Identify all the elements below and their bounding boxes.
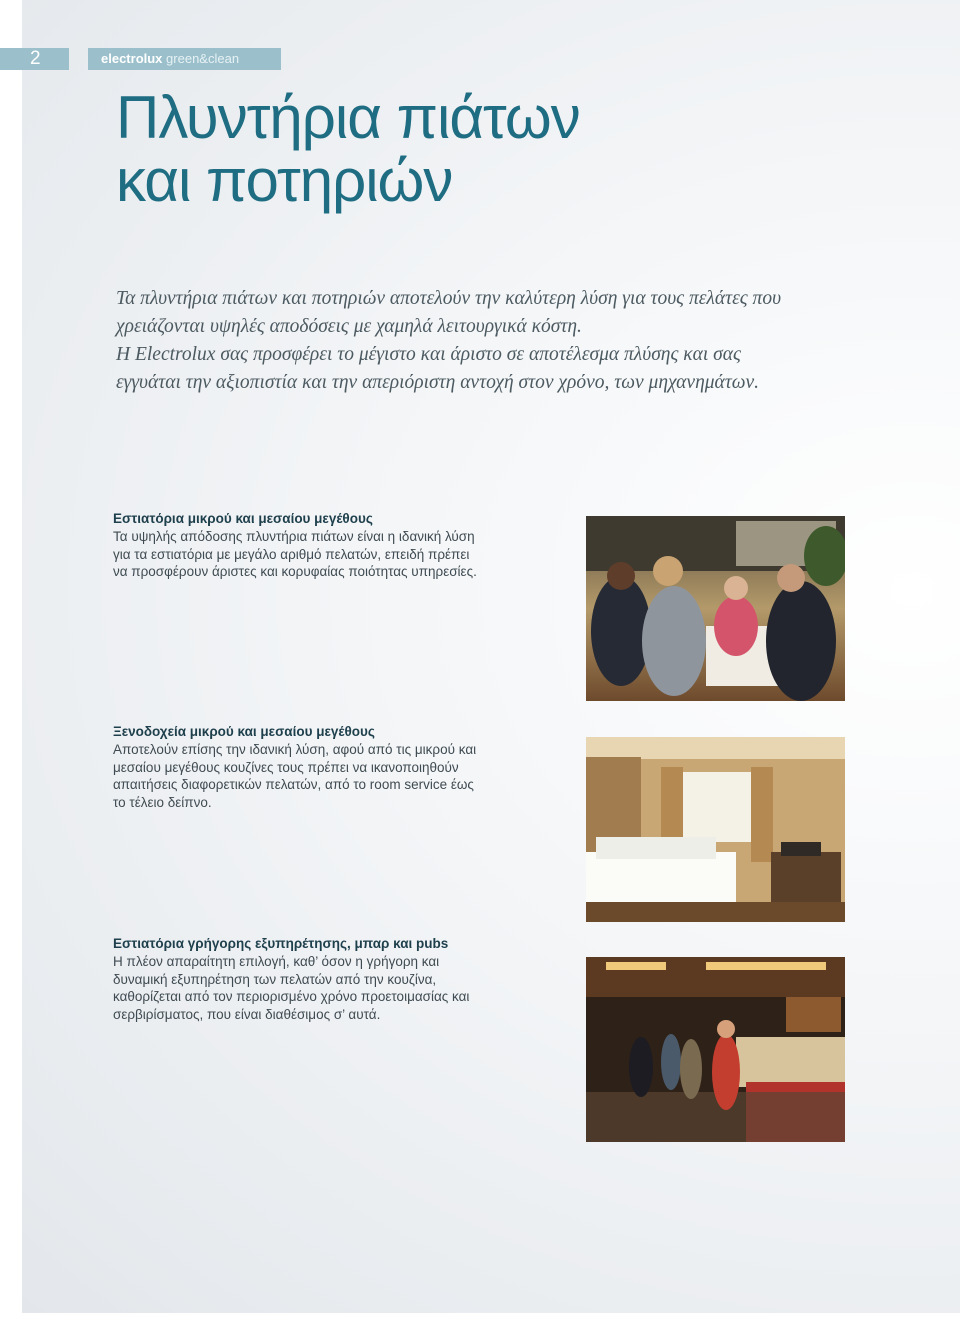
section-line: Τα υψηλής απόδοσης πλυντήρια πιάτων είναι η ιδανική λύση: [113, 529, 475, 544]
brand-name: electrolux: [101, 51, 163, 66]
brand-tagline: green&clean: [166, 51, 240, 66]
section-line: για τα εστιατόρια με μεγάλο αριθμό πελατών, επειδή πρέπει: [113, 546, 470, 562]
section-heading: Εστιατόρια μικρού και μεσαίου μεγέθους: [113, 511, 373, 526]
restaurant-photo: [586, 516, 845, 701]
intro-line: χρειάζονται υψηλές αποδόσεις με χαμηλά λειτουργικά κόστη.: [116, 316, 582, 337]
intro-line: Τα πλυντήρια πιάτων και ποτηριών αποτελούν την καλύτερη λύση για τους πελάτες που: [116, 288, 782, 309]
brand-label: [88, 48, 281, 70]
section-line: να προσφέρουν άριστες και κορυφαίας ποιότητας υπηρεσίες.: [113, 564, 477, 580]
restaurant-scene: [586, 516, 845, 701]
hotel-room-scene: [586, 737, 845, 922]
section-line: καθορίζεται από τον περιορισμένο χρόνο προετοιμασίας και: [113, 989, 470, 1005]
section-fast-food-bars: [113, 935, 513, 1023]
intro-paragraph: [116, 285, 836, 397]
intro-line: εγγυάται την αξιοπιστία και την απεριόριστη αντοχή στον χρόνο, των μηχανημάτων.: [116, 372, 760, 393]
section-restaurants: [113, 510, 513, 581]
section-heading: Ξενοδοχεία μικρού και μεσαίου μεγέθους: [113, 724, 375, 739]
food-court-photo: [586, 957, 845, 1142]
section-line: το τέλειο δείπνο.: [113, 794, 212, 810]
section-line: Η πλέον απαραίτητη επιλογή, καθ’ όσον η γρήγορη και: [113, 954, 440, 969]
section-heading: Εστιατόρια γρήγορης εξυπηρέτησης, μπαρ και pubs: [113, 936, 449, 951]
section-body: [113, 953, 513, 1023]
page-number: 2: [0, 48, 69, 70]
intro-line: Η Electrolux σας προσφέρει το μέγιστο και άριστο σε αποτέλεσμα πλύσης και σας: [116, 344, 741, 365]
section-line: σερβιρίσματος, που είναι διαθέσιμος σ’ αυτά.: [113, 1006, 381, 1022]
food-court-scene: [586, 957, 845, 1142]
section-body: [113, 528, 513, 581]
section-hotels: [113, 723, 513, 811]
section-line: δυναμική εξυπηρέτηση των πελατών από την κουζίνα,: [113, 971, 437, 987]
section-body: [113, 741, 513, 811]
section-line: απαιτήσεις διαφορετικών πελατών, από το room service έως: [113, 777, 474, 793]
page-title: [116, 86, 580, 212]
section-line: μεσαίου μεγέθους κουζίνες τους πρέπει να ικανοποιηθούν: [113, 759, 459, 775]
title-line: Πλυντήρια πιάτων: [116, 84, 580, 151]
section-line: Αποτελούν επίσης την ιδανική λύση, αφού από τις μικρού και: [113, 742, 477, 757]
title-line: και ποτηριών: [116, 147, 453, 214]
hotel-room-photo: [586, 737, 845, 922]
